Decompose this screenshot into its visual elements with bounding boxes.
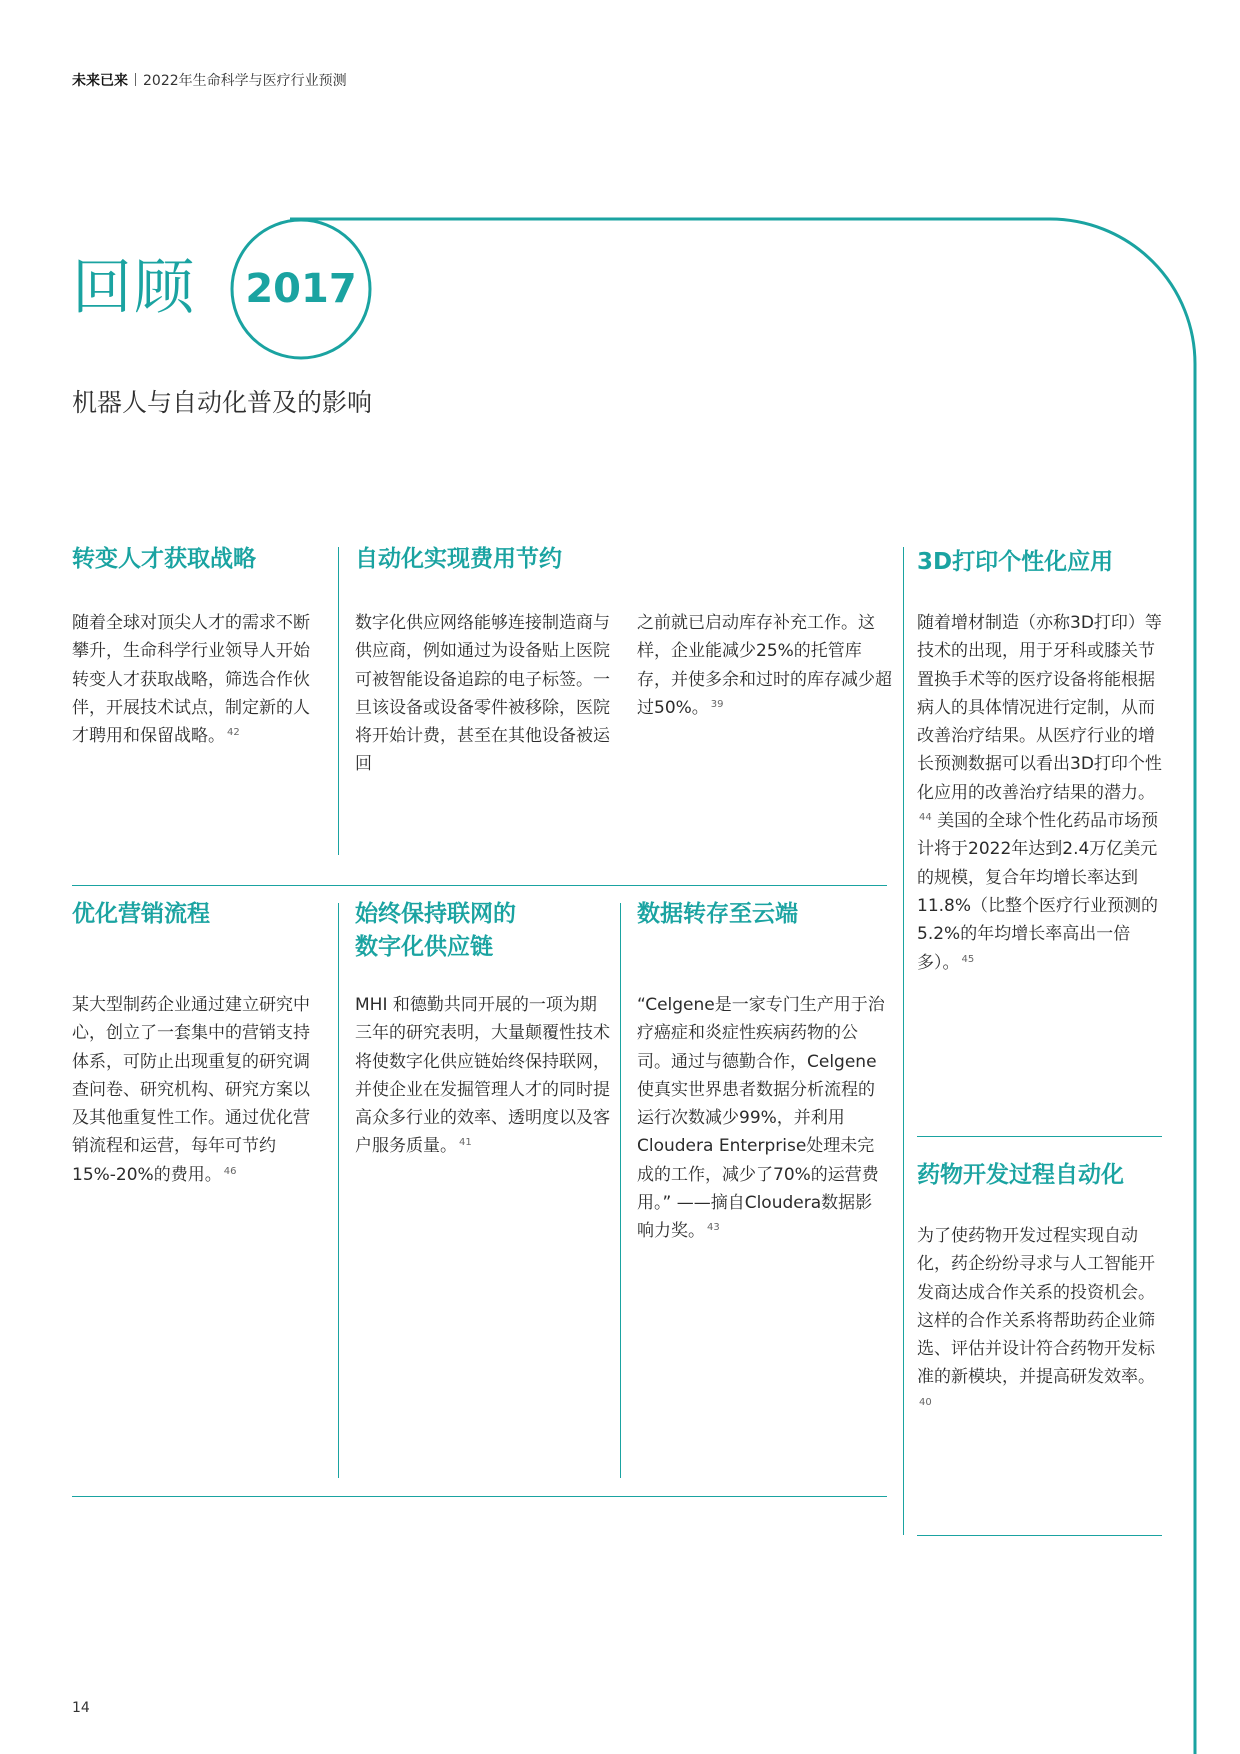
talent-text: 随着全球对顶尖人才的需求不断攀升，生命科学行业领导人开始转变人才获取战略，筛选合作伙伴，开展技术试点，制定新的人才聘用和保留战略。 [72,613,310,747]
cloud-text: “Celgene是一家专门生产用于治疗癌症和炎症性疾病药物的公司。通过与德勤合作，Celgene使真实世界患者数据分析流程的运行次数减少99%，并利用Cloudera Enterprise处理未完成的工作，减少了70%的运营费用。” ——摘自Cloudera数据影响力奖。 [637,995,885,1242]
footnote-ref: 45 [961,953,975,965]
section-heading-3d-printing: 3D打印个性化应用 [917,549,1114,575]
automation-text-part1: 数字化供应网络能够连接制造商与供应商，例如通过为设备贴上医院可被智能设备追踪的电子标签。一旦该设备或设备零件被移除，医院将开始计费，甚至在其他设备被运回 [355,613,610,775]
printing-text-2: 美国的全球个性化药品市场预计将于2022年达到2.4万亿美元的规模，复合年均增长率达到11.8%（比整个医疗行业预测的5.2%的年均增长率高出一倍多）。 [917,811,1159,973]
marketing-text: 某大型制药企业通过建立研究中心，创立了一套集中的营销支持体系，可防止出现重复的研究调查问卷、研究机构、研究方案以及其他重复性工作。通过优化营销流程和运营，每年可节约15%-20%的费用。 [72,995,310,1185]
section-body-drug-development [917,1222,1167,1420]
section-heading-supply-chain [355,898,610,964]
section-heading-talent: 转变人才获取战略 [72,546,256,572]
section-body-cloud [637,991,887,1246]
supply-heading-line1: 始终保持联网的 [355,901,516,927]
section-heading-drug-development: 药物开发过程自动化 [917,1162,1124,1188]
page-title: 回顾 [72,253,196,323]
supply-heading-line2: 数字化供应链 [355,934,493,960]
section-heading-marketing: 优化营销流程 [72,901,210,927]
section-heading-cloud: 数据转存至云端 [637,901,798,927]
footnote-ref: 43 [707,1222,720,1234]
section-heading-automation: 自动化实现费用节约 [355,546,562,572]
page-subtitle: 机器人与自动化普及的影响 [72,388,373,417]
section-body-marketing [72,991,322,1189]
printing-text-1: 随着增材制造（亦称3D打印）等技术的出现，用于牙科或膝关节置换手术等的医疗设备将能根据病人的具体情况进行定制，从而改善治疗结果。从医疗行业的增长预测数据可以看出3D打印个性化应用的改善治疗结果的潜力。 [917,613,1162,803]
row-divider [917,1136,1162,1137]
section-body-supply-chain [355,991,610,1161]
publication-brand: 未来已来 [72,73,128,89]
page-number: 14 [72,1700,90,1716]
footnote-ref: 44 [919,812,932,824]
publication-subtitle: 2022年生命科学与医疗行业预测 [143,73,347,89]
frame-curve [290,219,1195,1754]
footnote-ref: 46 [223,1165,237,1177]
column-divider [620,903,621,1478]
footnote-ref: 41 [459,1137,472,1149]
supply-text: MHI 和德勤共同开展的一项为期三年的研究表明，大量颠覆性技术将使数字化供应链始终保持联网，并使企业在发掘管理人才的同时提高众多行业的效率、透明度以及客户服务质量。 [355,995,610,1157]
year-label: 2017 [245,266,357,312]
section-body-automation-col1 [355,609,610,779]
section-body-3d-printing [917,609,1167,977]
row-divider [72,885,887,886]
footnote-ref: 40 [919,1396,932,1408]
row-divider [72,1496,887,1497]
automation-text-part2: 之前就已启动库存补充工作。这样，企业能减少25%的托管库存，并使多余和过时的库存减少超过50%。 [637,613,892,718]
column-divider [338,547,339,855]
footnote-ref: 39 [710,698,724,710]
footnote-ref: 42 [227,727,240,739]
column-divider [338,903,339,1478]
section-body-automation-col2 [637,609,895,722]
drug-text: 为了使药物开发过程实现自动化，药企纷纷寻求与人工智能开发商达成合作关系的投资机会。这样的合作关系将帮助药企业筛选、评估并设计符合药物开发标准的新模块，并提高研发效率。 [917,1226,1155,1388]
row-divider [917,1535,1162,1536]
section-body-talent [72,609,322,750]
column-divider [903,547,904,1535]
